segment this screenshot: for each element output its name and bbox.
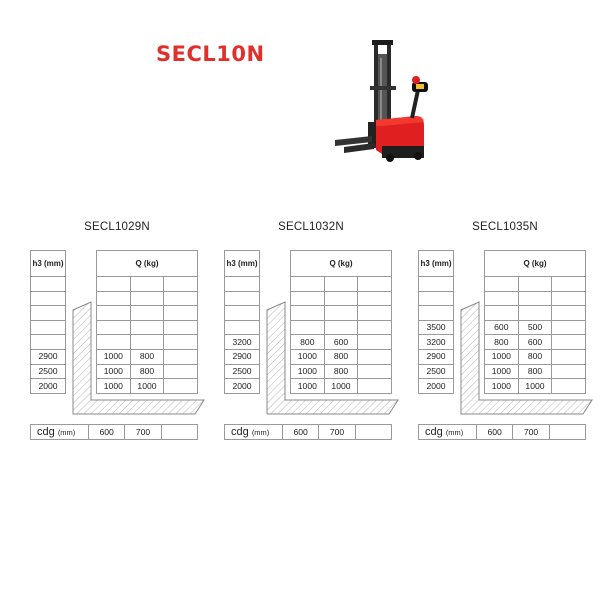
fork-diagram-1 bbox=[70, 300, 206, 418]
h3-cell bbox=[419, 277, 454, 292]
q-cell: 1000 bbox=[97, 379, 131, 394]
q-cell: 1000 bbox=[485, 349, 519, 364]
h3-header: h3 (mm) bbox=[419, 251, 454, 277]
h3-cell bbox=[31, 320, 66, 335]
h3-cell: 3500 bbox=[419, 320, 454, 335]
q-cell bbox=[358, 277, 392, 292]
h3-cell bbox=[225, 306, 260, 321]
cdg-table-3 bbox=[418, 424, 586, 440]
cdg-value: 700 bbox=[125, 425, 161, 440]
cdg-table-1 bbox=[30, 424, 198, 440]
q-cell: 800 bbox=[291, 335, 325, 350]
h3-table-2 bbox=[224, 250, 260, 394]
cdg-value: 600 bbox=[89, 425, 125, 440]
q-header: Q (kg) bbox=[291, 251, 392, 277]
q-cell bbox=[518, 277, 552, 292]
cdg-value bbox=[161, 425, 197, 440]
model-name-2: SECL1032N bbox=[278, 221, 344, 233]
model-name-3: SECL1035N bbox=[472, 221, 538, 233]
h3-cell: 2000 bbox=[419, 379, 454, 394]
q-header: Q (kg) bbox=[97, 251, 198, 277]
cdg-value: 600 bbox=[283, 425, 319, 440]
cdg-label: cdg (mm) bbox=[31, 425, 89, 440]
q-cell: 1000 bbox=[97, 364, 131, 379]
cdg-label: cdg (mm) bbox=[225, 425, 283, 440]
h3-cell: 3200 bbox=[419, 335, 454, 350]
q-cell: 800 bbox=[130, 349, 164, 364]
h3-cell: 2500 bbox=[225, 364, 260, 379]
h3-header: h3 (mm) bbox=[225, 251, 260, 277]
q-cell: 1000 bbox=[291, 379, 325, 394]
q-cell: 600 bbox=[485, 320, 519, 335]
q-cell: 1000 bbox=[97, 349, 131, 364]
q-cell bbox=[130, 277, 164, 292]
q-cell bbox=[485, 277, 519, 292]
q-cell bbox=[291, 277, 325, 292]
fork-diagram-3 bbox=[458, 300, 594, 418]
h3-cell: 2500 bbox=[419, 364, 454, 379]
cdg-value bbox=[355, 425, 391, 440]
h3-cell: 2900 bbox=[225, 349, 260, 364]
q-header: Q (kg) bbox=[485, 251, 586, 277]
q-cell: 500 bbox=[518, 320, 552, 335]
h3-cell bbox=[31, 335, 66, 350]
h3-cell bbox=[225, 291, 260, 306]
q-cell: 1000 bbox=[291, 364, 325, 379]
q-cell bbox=[164, 277, 198, 292]
h3-cell: 2000 bbox=[31, 379, 66, 394]
q-cell bbox=[97, 277, 131, 292]
h3-cell: 3200 bbox=[225, 335, 260, 350]
h3-cell bbox=[31, 306, 66, 321]
q-cell: 800 bbox=[518, 364, 552, 379]
h3-cell: 2500 bbox=[31, 364, 66, 379]
cdg-value bbox=[549, 425, 585, 440]
q-cell: 600 bbox=[518, 335, 552, 350]
h3-cell bbox=[419, 291, 454, 306]
page-title: SECL10N bbox=[156, 42, 265, 66]
stacker-image bbox=[332, 36, 442, 168]
q-cell: 1000 bbox=[291, 349, 325, 364]
h3-cell: 2900 bbox=[31, 349, 66, 364]
cdg-label: cdg (mm) bbox=[419, 425, 477, 440]
q-cell: 1000 bbox=[485, 379, 519, 394]
h3-cell bbox=[225, 320, 260, 335]
cdg-value: 600 bbox=[477, 425, 513, 440]
h3-cell: 2000 bbox=[225, 379, 260, 394]
h3-table-1 bbox=[30, 250, 66, 394]
cdg-value: 700 bbox=[319, 425, 355, 440]
h3-cell bbox=[31, 291, 66, 306]
q-cell bbox=[324, 277, 358, 292]
q-cell: 800 bbox=[130, 364, 164, 379]
fork-diagram-2 bbox=[264, 300, 400, 418]
model-name-1: SECL1029N bbox=[84, 221, 150, 233]
q-cell: 1000 bbox=[324, 379, 358, 394]
cdg-value: 700 bbox=[513, 425, 549, 440]
q-cell: 1000 bbox=[518, 379, 552, 394]
q-cell: 1000 bbox=[485, 364, 519, 379]
q-cell: 800 bbox=[324, 364, 358, 379]
h3-header: h3 (mm) bbox=[31, 251, 66, 277]
h3-cell bbox=[225, 277, 260, 292]
q-cell: 800 bbox=[518, 349, 552, 364]
q-cell: 800 bbox=[485, 335, 519, 350]
q-cell: 800 bbox=[324, 349, 358, 364]
h3-cell: 2900 bbox=[419, 349, 454, 364]
q-cell: 1000 bbox=[130, 379, 164, 394]
h3-cell bbox=[419, 306, 454, 321]
h3-table-3 bbox=[418, 250, 454, 394]
q-cell bbox=[552, 277, 586, 292]
h3-cell bbox=[31, 277, 66, 292]
cdg-table-2 bbox=[224, 424, 392, 440]
q-cell: 600 bbox=[324, 335, 358, 350]
